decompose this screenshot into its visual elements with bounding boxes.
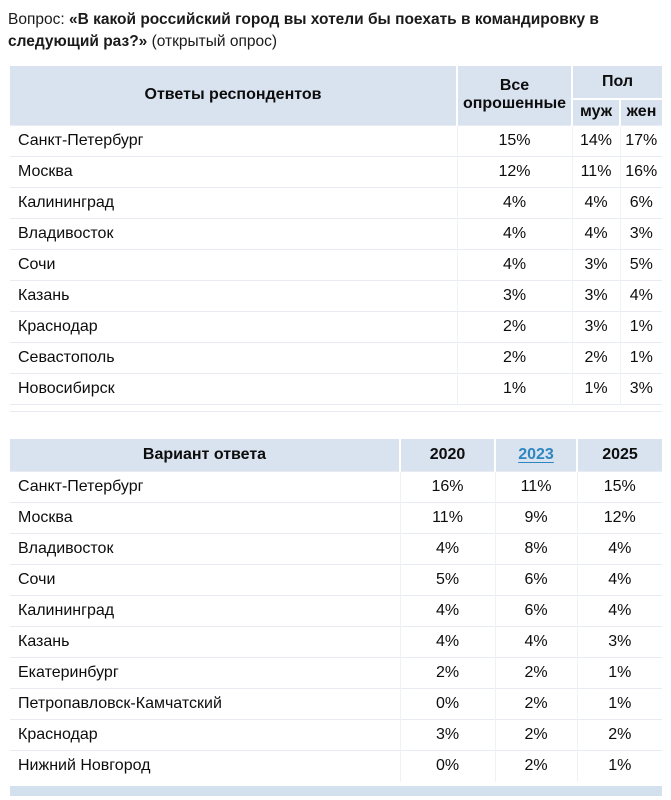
table-row <box>10 534 662 565</box>
cell-y2023: 4% <box>495 627 577 658</box>
cell-y2020: 4% <box>400 627 495 658</box>
table-row <box>10 503 662 534</box>
table-row <box>10 249 662 280</box>
cell-city: Москва <box>10 503 400 534</box>
cell-y2025: 4% <box>577 534 662 565</box>
cell-female: 3% <box>620 373 662 404</box>
cell-all: 4% <box>457 218 572 249</box>
cell-y2023: 9% <box>495 503 577 534</box>
table1-header <box>10 66 662 125</box>
table2-header-option: Вариант ответа <box>10 439 400 472</box>
cell-male: 3% <box>572 280 620 311</box>
cell-male: 3% <box>572 249 620 280</box>
empty-cell <box>10 404 662 411</box>
table1-header-gender: Пол <box>572 66 662 99</box>
table1-header-all: Все опрошенные <box>457 66 572 125</box>
cell-male: 3% <box>572 311 620 342</box>
cell-y2023: 2% <box>495 751 577 782</box>
table2-header <box>10 439 662 472</box>
cell-female: 16% <box>620 156 662 187</box>
table-row <box>10 125 662 156</box>
table1-body <box>10 125 662 404</box>
cell-city: Калининград <box>10 187 457 218</box>
table1-header-male: муж <box>572 99 620 125</box>
cell-city: Новосибирск <box>10 373 457 404</box>
cell-y2025: 3% <box>577 627 662 658</box>
cell-male: 1% <box>572 373 620 404</box>
table-row <box>10 342 662 373</box>
cell-y2020: 16% <box>400 472 495 503</box>
cell-all: 4% <box>457 249 572 280</box>
cell-y2020: 4% <box>400 596 495 627</box>
table2-body <box>10 472 662 782</box>
table-row <box>10 280 662 311</box>
cell-y2023: 2% <box>495 658 577 689</box>
cell-city: Краснодар <box>10 720 400 751</box>
cell-all: 12% <box>457 156 572 187</box>
table-row <box>10 751 662 782</box>
cell-y2025: 4% <box>577 565 662 596</box>
cell-all: 3% <box>457 280 572 311</box>
cell-city: Сочи <box>10 249 457 280</box>
cell-y2025: 1% <box>577 689 662 720</box>
cell-y2020: 2% <box>400 658 495 689</box>
cell-city: Калининград <box>10 596 400 627</box>
table2-header-2025: 2025 <box>577 439 662 472</box>
cell-y2020: 3% <box>400 720 495 751</box>
table2-header-2023 <box>495 439 577 472</box>
cell-male: 4% <box>572 187 620 218</box>
cell-female: 1% <box>620 342 662 373</box>
cell-city: Владивосток <box>10 534 400 565</box>
table-row <box>10 218 662 249</box>
table-row <box>10 311 662 342</box>
cell-city: Москва <box>10 156 457 187</box>
cell-city: Екатеринбург <box>10 658 400 689</box>
cell-female: 4% <box>620 280 662 311</box>
cell-city: Санкт-Петербург <box>10 125 457 156</box>
table1-header-female: жен <box>620 99 662 125</box>
cell-city: Казань <box>10 627 400 658</box>
cell-y2023: 8% <box>495 534 577 565</box>
cell-y2020: 5% <box>400 565 495 596</box>
table2-header-2020: 2020 <box>400 439 495 472</box>
cell-city: Краснодар <box>10 311 457 342</box>
cell-all: 15% <box>457 125 572 156</box>
cell-all: 2% <box>457 342 572 373</box>
cell-female: 17% <box>620 125 662 156</box>
cell-all: 1% <box>457 373 572 404</box>
title-question: «В какой российский город вы хотели бы поехать в командировку в следующий раз?» <box>8 11 599 50</box>
table-row <box>10 156 662 187</box>
cell-y2020: 4% <box>400 534 495 565</box>
cell-city: Санкт-Петербург <box>10 472 400 503</box>
table-row <box>10 472 662 503</box>
cell-male: 4% <box>572 218 620 249</box>
table-row <box>10 187 662 218</box>
table-by-year <box>10 439 662 782</box>
table-row <box>10 373 662 404</box>
table-row <box>10 404 662 411</box>
cell-y2023: 2% <box>495 720 577 751</box>
table-row <box>10 596 662 627</box>
table-row <box>10 720 662 751</box>
cell-y2025: 1% <box>577 658 662 689</box>
next-table-header-cutoff <box>10 786 662 796</box>
cell-city: Казань <box>10 280 457 311</box>
cell-male: 14% <box>572 125 620 156</box>
cell-female: 3% <box>620 218 662 249</box>
cell-female: 6% <box>620 187 662 218</box>
cell-y2020: 0% <box>400 751 495 782</box>
title-suffix: (открытый опрос) <box>147 33 278 50</box>
cell-y2025: 1% <box>577 751 662 782</box>
cell-y2025: 15% <box>577 472 662 503</box>
table-row <box>10 627 662 658</box>
cell-y2025: 2% <box>577 720 662 751</box>
cell-y2025: 4% <box>577 596 662 627</box>
cell-y2023: 6% <box>495 596 577 627</box>
cell-y2025: 12% <box>577 503 662 534</box>
cell-male: 2% <box>572 342 620 373</box>
cell-city: Сочи <box>10 565 400 596</box>
cell-male: 11% <box>572 156 620 187</box>
cell-city: Владивосток <box>10 218 457 249</box>
cell-y2020: 11% <box>400 503 495 534</box>
year-2023-link[interactable]: 2023 <box>518 445 554 463</box>
title-prefix: Вопрос: <box>8 11 69 28</box>
cell-city: Нижний Новгород <box>10 751 400 782</box>
page-title <box>8 9 663 53</box>
table-row <box>10 689 662 720</box>
cell-all: 4% <box>457 187 572 218</box>
cell-city: Петропавловск-Камчатский <box>10 689 400 720</box>
cell-city: Севастополь <box>10 342 457 373</box>
table1-header-answers: Ответы респондентов <box>10 66 457 125</box>
cell-y2023: 6% <box>495 565 577 596</box>
cell-all: 2% <box>457 311 572 342</box>
cell-y2023: 2% <box>495 689 577 720</box>
table-respondents-by-gender <box>10 66 662 412</box>
cell-y2020: 0% <box>400 689 495 720</box>
table1-cutoff-row <box>10 404 662 411</box>
cell-y2023: 11% <box>495 472 577 503</box>
cell-female: 5% <box>620 249 662 280</box>
table-row <box>10 658 662 689</box>
table-row <box>10 565 662 596</box>
cell-female: 1% <box>620 311 662 342</box>
